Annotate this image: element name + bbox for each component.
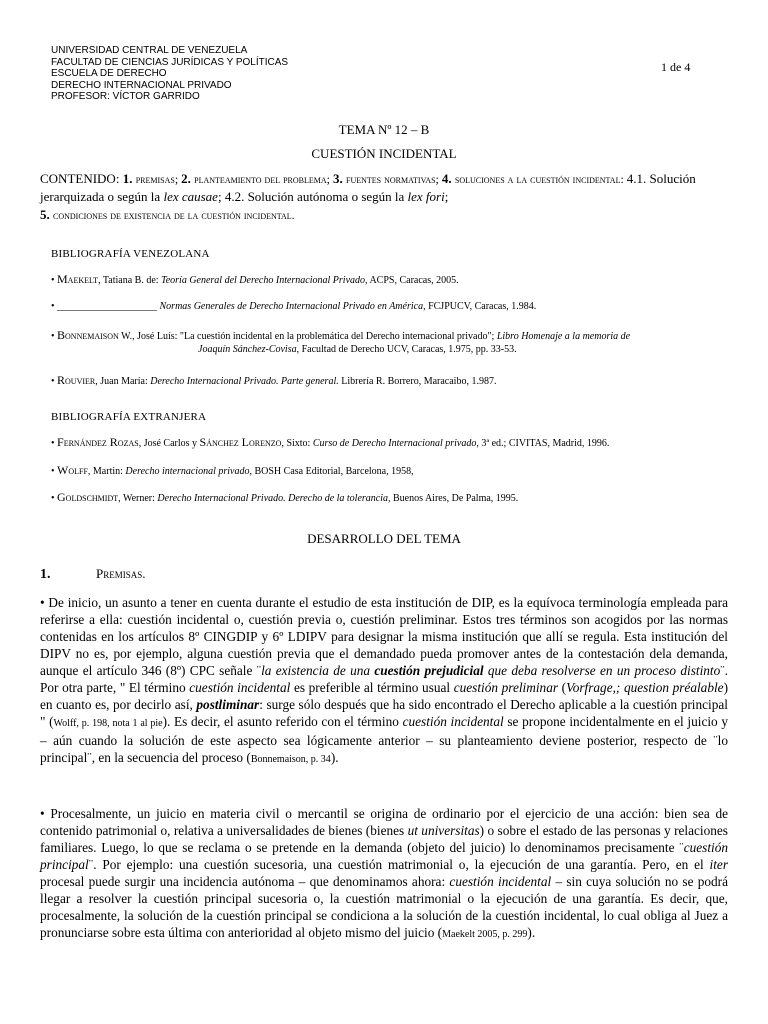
bib-entry [51,374,721,389]
italic-text: cuestión incidental [402,714,504,729]
italic-text: la existencia de una [261,663,375,678]
bib-title: Normas Generales de Derecho Internacional Privado en América [159,301,424,312]
bib-publisher: Librería R. Borrero, Maracaibo, 1.987. [338,376,497,387]
italic-text: cuestión incidental [449,874,552,889]
solution-text: ; 4.2. Solución autónoma o según la [217,189,408,204]
bib-title: Derecho Internacional Privado. Derecho de la tolerancia, [157,493,391,504]
text: ). [330,750,339,765]
bullet: • [51,331,58,342]
bib-author-rest: , José Carlos y [138,438,200,449]
bib-publisher: , BOSH Casa Editorial, Barcelona, 1958, [249,466,414,477]
bold-italic-text: postliminar [196,697,260,712]
bib-title-cont: Joaquín Sánchez-Covisa [198,343,297,355]
citation: Wolff, p. 198, nota 1 al pie [53,718,163,729]
contenido-label: CONTENIDO: [40,171,123,186]
bib-author-rest: , Sixto: [281,438,313,449]
bib-author: Wolff [57,463,88,477]
item-number: 1. [122,171,136,186]
bib-author-rest: , Tatiana B. de: [98,275,162,286]
item-text: fuentes normativas; [346,172,442,186]
document-subtitle: CUESTIÓN INCIDENTAL [311,146,457,161]
text: ) en cuanto es, por decirlo así, [40,680,729,712]
contenido-block [40,170,740,224]
section-number: 1. [40,567,51,582]
italic-text: cuestión preliminar [453,680,559,695]
header-line: DERECHO INTERNACIONAL PRIVADO [51,79,232,91]
text: se propone incidentalmente en el juicio y – aún cuando la solución de este aspecto sea lógicamente anterior – su planteamiento deviene posterior, respecto de ¨lo principal¨, en la secuencia del proceso ( [40,714,729,765]
header-line: UNIVERSIDAD CENTRAL DE VENEZUELA [51,45,248,56]
bib-title: Teoría General del Derecho Internacional Privado [161,275,366,286]
header-line: PROFESOR: VÍCTOR GARRIDO [51,91,200,103]
text: • Procesalmente, un juicio en materia civil o mercantil se origina de ordinario por el ejercicio de una acción: bien sea de contenido patrimonial o, relativa a universalidades de bienes (bienes [40,806,728,838]
citation: Bonnemaison, p. 34 [250,754,331,765]
bib-extranjera-heading: BIBLIOGRAFÍA EXTRANJERA [51,411,207,423]
italic-text: que deba resolverse en un proceso distinto [483,663,721,678]
text: ) o sobre el estado de las personas y relaciones familiares. Luego, lo que se reclama o se pretende en la demanda (objeto del juicio) lo denominamos precisamente ¨ [40,823,728,855]
bib-author-rest: W., José Luís: "La cuestión incidental en la problemática del Derecho internacional privado"; [118,331,497,342]
section-heading [40,566,146,583]
header-line: FACULTAD DE CIENCIAS JURÍDICAS Y POLÍTICAS [51,56,289,68]
bib-title: Curso de Derecho Internacional privado [312,438,477,449]
text: – sin cuya solución no se podrá llegar a resolver la cuestión principal sucesoria o, la cuestión matrimonial o la ejecución de una garantía. Es decir, que, procesalmente, la solución de la cuestión principal se condiciona a la solución de la cuestión incidental, lo cual obliga al Juez a pronunciarse sobre esta última con anterioridad al objeto mismo del juicio ( [40,874,729,940]
bib-author-rest: , Juan María: [95,376,151,387]
bib-publisher: , Facultad de Derecho UCV, Caracas, 1.975, pp. 33-53. [296,343,517,355]
section-label: Premisas. [96,566,146,581]
text: ). [527,925,536,940]
lex-causae: lex causae [163,189,218,204]
item-number: 4. [441,171,455,186]
text: es preferible al término usual [290,680,454,695]
lex-fori: lex fori [407,189,445,204]
bib-entry [51,273,721,288]
text: : surge sólo después que ha sido encontrado el Derecho aplicable a la cuestión principal " ( [40,697,728,729]
bullet: • [51,466,58,477]
bullet: • [51,301,58,312]
bullet: • [51,493,58,504]
italic-text: cuestión incidental [189,680,291,695]
bib-entry [51,464,721,479]
text: ¨. Por otra parte, " El término [40,663,729,695]
bib-author: Goldschmidt [57,490,119,504]
item-text: premisas; [135,172,182,186]
desarrollo-heading: DESARROLLO DEL TEMA [307,531,461,546]
italic-text: iter [709,857,728,872]
paragraph-premisas-2 [40,805,728,943]
bib-author-rest: ____________________ [57,301,160,312]
item-number: 5. [40,207,53,222]
bib-publisher: Buenos Aires, De Palma, 1995. [390,493,519,504]
text: • De inicio, un asunto a tener en cuenta durante el estudio de esta institución de DIP, es la equívoca terminología empleada para referirse a ella: cuestión incidental o, cuestión previa o, cuestión preliminar. Estos tres términos son acogidos por las normas contenidas en los artículos 8º CINGDIP y 6º LDIPV para designar la misma institución que allí se regula. Esta institución del DIPV no es, por ejemplo, alguna cuestión previa que el demandado pueda promover antes de la contestación dela demanda, aunque el artículo 346 (8º) CPC señale ¨ [40,595,728,678]
italic-text: cuestión principal [40,840,728,872]
bullet: • [51,275,58,286]
page-number: 1 de 4 [661,60,691,74]
citation: Maekelt 2005, p. 299 [442,929,528,940]
header-line: ESCUELA DE DERECHO [51,68,167,80]
tema-title: TEMA Nº 12 – B [338,122,430,137]
bib-publisher: , FCJPUCV, Caracas, 1.984. [423,301,537,312]
bib-author-rest: , Werner: [118,493,158,504]
bib-title: Derecho internacional privado [125,466,250,477]
punctuation: ; [444,189,449,204]
bib-publisher: , ACPS, Caracas, 2005. [365,275,459,286]
bib-title: Libro Homenaje a la memoria de [496,331,631,342]
bib-venezolana-heading: BIBLIOGRAFÍA VENEZOLANA [51,248,210,260]
bib-author-rest: , Martin: [87,466,126,477]
paragraph-premisas-1 [40,594,728,768]
bib-author: Rouvier [57,373,96,387]
item-text: soluciones a la cuestión incidental: [454,172,627,186]
text: ). Es decir, el asunto referido con el término [162,714,403,729]
italic-text: ut universitas [407,823,480,838]
item-number: 2. [181,171,195,186]
bullet: • [51,376,58,387]
bib-author: Maekelt [57,272,99,286]
bullet: • [51,438,58,449]
text: ( [558,680,567,695]
bib-entry [51,301,721,314]
bib-entry [51,436,721,451]
bib-entry [51,491,721,506]
institution-header [51,45,288,103]
italic-text: Vorfrage,; question préalable [566,680,724,695]
text: ¨. Por ejemplo: una cuestión sucesoria, una cuestión matrimonial o, la ejecución de una garantía. Pero, en el [88,857,710,872]
bib-author: Fernández Rozas [57,435,139,449]
item-text: condiciones de existencia de la cuestión incidental. [53,208,295,222]
bib-title: Derecho Internacional Privado. Parte general. [150,376,339,387]
solution-text: 4.1. Solución jerarquizada o según la [40,171,696,204]
bib-entry [51,329,721,356]
bib-author: Sánchez Lorenzo [199,435,282,449]
text: procesal puede surgir una incidencia autónoma – que denominamos ahora: [40,874,450,889]
bib-publisher: , 3ª ed.; CIVITAS, Madrid, 1996. [476,438,610,449]
bib-author: Bonnemaison [57,328,119,342]
item-text: planteamiento del problema; [194,172,334,186]
bold-italic-text: cuestión prejudicial [374,663,484,678]
item-number: 3. [333,171,347,186]
